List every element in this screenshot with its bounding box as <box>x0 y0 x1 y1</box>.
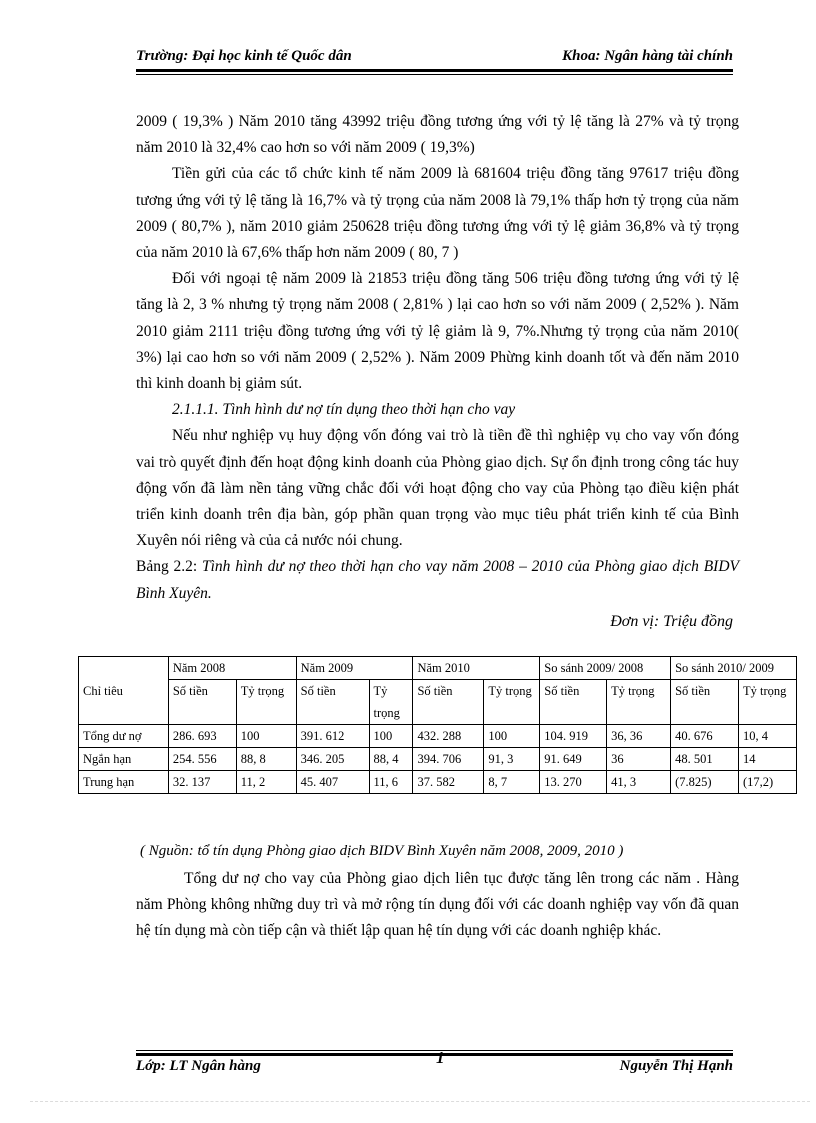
table-subheader: Tỷ trọng <box>607 680 671 725</box>
table-cell: 104. 919 <box>540 725 607 748</box>
table-subheader: Số tiền <box>671 680 739 725</box>
table-cell: 45. 407 <box>296 771 369 794</box>
paragraph-5: Tổng dư nợ cho vay của Phòng giao dịch liên tục được tăng lên trong các năm . Hàng năm Phòng không những duy trì và mở rộng tín dụng đối với các doanh nghiệp vay vốn đã quan hệ tín dụng mà còn tiếp cận và thiết lập quan hệ tín dụng với các doanh nghiệp khác. <box>136 870 739 940</box>
table-group-header-row <box>79 657 797 680</box>
closing-section <box>136 866 739 945</box>
unit-label: Đơn vị: Triệu đồng <box>610 612 733 630</box>
paragraph-3: Đối với ngoại tệ năm 2009 là 21853 triệu đồng tăng 506 triệu đồng tương ứng với tỷ lệ tăng là 2, 3 % nhưng tỷ trọng năm 2008 ( 2,81% ) lại cao hơn so với năm 2009 ( 2,52% ). Năm 2010 giảm 2111 triệu đồng tương ứng với tỷ lệ giảm là 9, 7%.Nhưng tỷ trọng của năm 2010( 3%) lại cao hơn so với năm 2009 ( 2,52% ). Năm 2009 Phừng kinh doanh tốt và đến năm 2010 thì kinh doanh bị giảm sút. <box>136 270 739 393</box>
table-cell: 13. 270 <box>540 771 607 794</box>
table-cell: (7.825) <box>671 771 739 794</box>
loan-balance-table <box>78 656 797 794</box>
table-cell: 391. 612 <box>296 725 369 748</box>
table-cell: 432. 288 <box>413 725 484 748</box>
table-row <box>79 771 797 794</box>
table-subheader: Số tiền <box>540 680 607 725</box>
table-cell: 11, 2 <box>236 771 296 794</box>
table-cell: 91, 3 <box>484 748 540 771</box>
table-cell: 14 <box>738 748 796 771</box>
table-caption-title: Tình hình dư nợ theo thời hạn cho vay năm 2008 – 2010 của Phòng giao dịch BIDV Bình Xuyên. <box>136 558 739 602</box>
paragraph-4: Nếu như nghiệp vụ huy động vốn đóng vai trò là tiền đề thì nghiệp vụ cho vay vốn đóng vai trò quyết định đến hoạt động kinh doanh của Phòng giao dịch. Sự ổn định trong công tác huy động vốn đã làm nền tảng vững chắc đối với hoạt động cho vay của Phòng tạo điều kiện phát triển kinh doanh trên địa bàn, góp phần quan trọng vào mục tiêu phát triển kinh tế của Bình Xuyên nói riêng và của cả nước nói chung. <box>136 427 739 550</box>
document-body <box>136 109 739 639</box>
table-group-header: So sánh 2010/ 2009 <box>671 657 797 680</box>
row-label: Ngắn hạn <box>79 748 169 771</box>
table-cell: 100 <box>369 725 413 748</box>
table-group-header: Năm 2010 <box>413 657 540 680</box>
table-subheader: Số tiền <box>296 680 369 725</box>
footer-class: Lớp: LT Ngân hàng <box>136 1058 261 1074</box>
page-number: 1 <box>436 1048 445 1067</box>
footer-author: Nguyễn Thị Hạnh <box>619 1058 733 1074</box>
paragraph-2: Tiền gửi của các tổ chức kinh tế năm 2009 là 681604 triệu đồng tăng 97617 triệu đồng tương ứng với tỷ lệ tăng là 16,7% và tỷ trọng của năm 2008 là 79,1% thấp hơn tỷ trọng của năm 2009 ( 80,7% ), năm 2010 giảm 250628 triệu đồng tương ứng với tỷ lệ giảm 36,8% và tỷ trọng của năm 2010 là 67,6% thấp hơn năm 2009 ( 80, 7 ) <box>136 165 739 262</box>
table-cell: 10, 4 <box>738 725 796 748</box>
table-subheader-row <box>79 680 797 725</box>
table-cell: 36, 36 <box>607 725 671 748</box>
table-caption-label: Bảng 2.2: <box>136 558 202 576</box>
table-corner-cell: Chỉ tiêu <box>79 657 169 725</box>
table-subheader: Tỷ trọng <box>369 680 413 725</box>
table-group-header: Năm 2009 <box>296 657 413 680</box>
row-label: Tổng dư nợ <box>79 725 169 748</box>
table-cell: 8, 7 <box>484 771 540 794</box>
page-break-line <box>30 1101 810 1102</box>
page-footer <box>136 1048 733 1078</box>
table-cell: 100 <box>484 725 540 748</box>
table-row <box>79 748 797 771</box>
table-cell: 346. 205 <box>296 748 369 771</box>
table-cell: 32. 137 <box>168 771 236 794</box>
table-group-header: So sánh 2009/ 2008 <box>540 657 671 680</box>
table-cell: 254. 556 <box>168 748 236 771</box>
table-cell: 40. 676 <box>671 725 739 748</box>
table-cell: 11, 6 <box>369 771 413 794</box>
header-faculty: Khoa: Ngân hàng tài chính <box>562 48 733 64</box>
table-cell: 286. 693 <box>168 725 236 748</box>
table-subheader: Số tiền <box>168 680 236 725</box>
table-cell: 36 <box>607 748 671 771</box>
table-cell: 48. 501 <box>671 748 739 771</box>
table-cell: 88, 4 <box>369 748 413 771</box>
table-subheader: Tỷ trọng <box>738 680 796 725</box>
paragraph-1: 2009 ( 19,3% ) Năm 2010 tăng 43992 triệu đồng tương ứng với tỷ lệ tăng là 27% và tỷ trọng năm 2010 là 32,4% cao hơn so với năm 2009 ( 19,3%) <box>136 113 739 157</box>
table-group-header: Năm 2008 <box>168 657 296 680</box>
header-divider <box>136 69 733 75</box>
table-subheader: Tỷ trọng <box>236 680 296 725</box>
table-cell: (17,2) <box>738 771 796 794</box>
table-subheader: Số tiền <box>413 680 484 725</box>
page-header <box>136 48 733 68</box>
table-cell: 37. 582 <box>413 771 484 794</box>
table-cell: 88, 8 <box>236 748 296 771</box>
row-label: Trung hạn <box>79 771 169 794</box>
table-cell: 394. 706 <box>413 748 484 771</box>
table-caption <box>136 554 739 606</box>
table-cell: 91. 649 <box>540 748 607 771</box>
table-source-note: ( Nguồn: tổ tín dụng Phòng giao dịch BIDV Bình Xuyên năm 2008, 2009, 2010 ) <box>140 843 624 859</box>
section-subheading: 2.1.1.1. Tình hình dư nợ tín dụng theo thời hạn cho vay <box>172 401 516 419</box>
header-school: Trường: Đại học kinh tế Quốc dân <box>136 48 352 64</box>
table-row <box>79 725 797 748</box>
table-cell: 41, 3 <box>607 771 671 794</box>
table-subheader: Tỷ trọng <box>484 680 540 725</box>
table-cell: 100 <box>236 725 296 748</box>
